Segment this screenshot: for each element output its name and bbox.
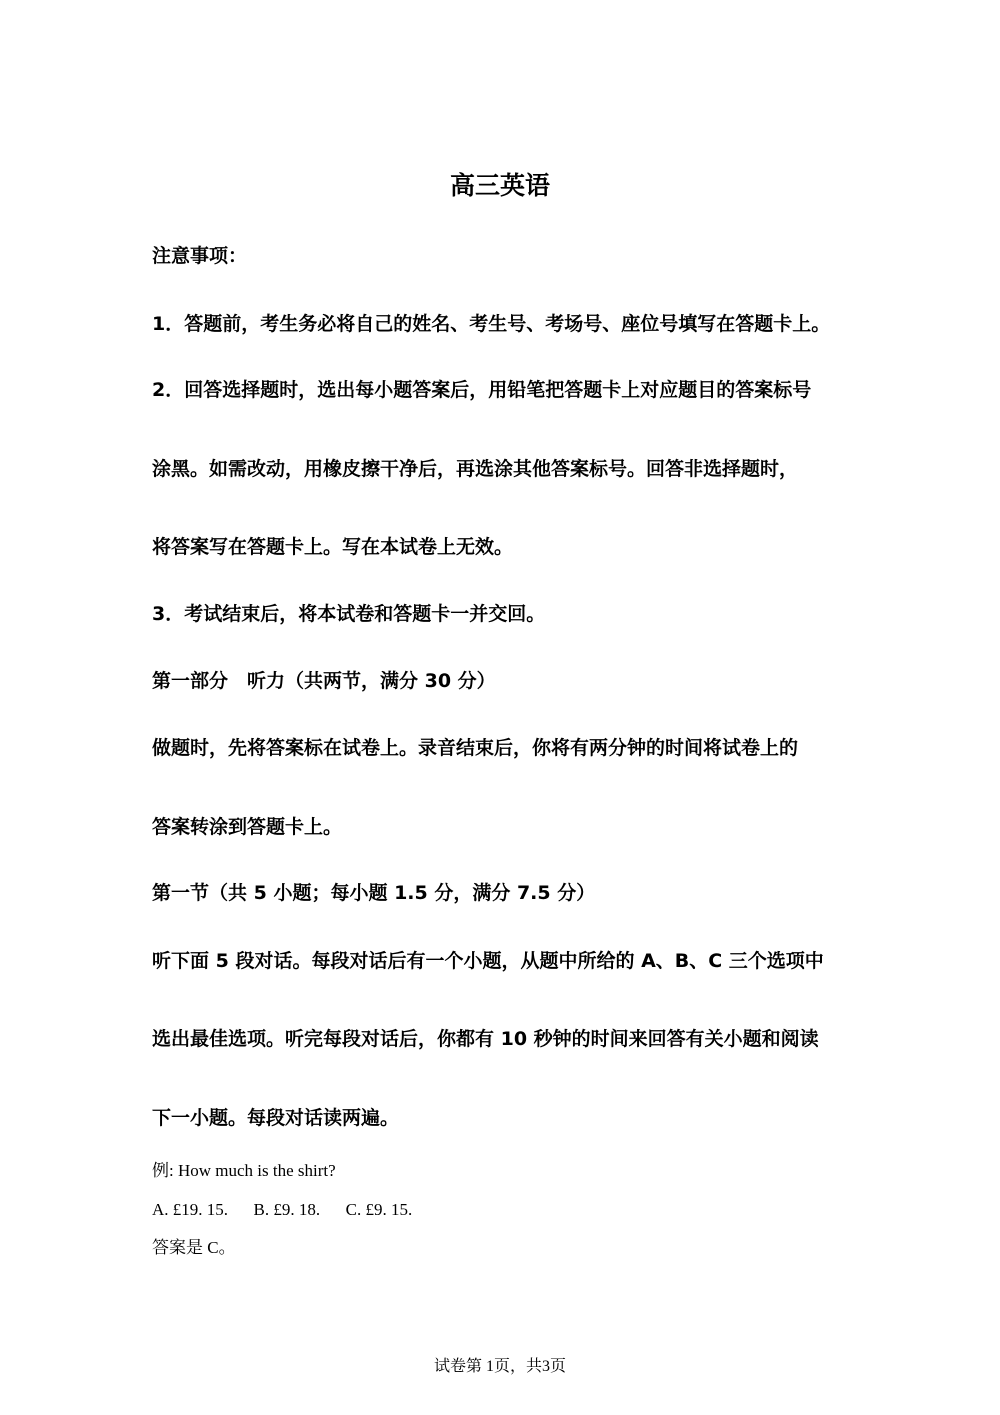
section1-instruction-line-2: 选出最佳选项。听完每段对话后，你都有 10 秒钟的时间来回答有关小题和阅读: [152, 1028, 819, 1050]
notice-heading: 注意事项：: [152, 245, 248, 267]
notice-item-2-line-3: 将答案写在答题卡上。写在本试卷上无效。: [152, 536, 514, 558]
part1-instruction-line-2: 答案转涂到答题卡上。: [152, 816, 343, 838]
page-footer: 试卷第 1页，共3页: [433, 1358, 566, 1375]
section1-heading: 第一节（共 5 小题；每小题 1.5 分，满分 7.5 分）: [152, 882, 596, 904]
notice-item-1: 1．答题前，考生务必将自己的姓名、考生号、考场号、座位号填写在答题卡上。: [152, 313, 831, 335]
section1-instruction-line-3: 下一小题。每段对话读两遍。: [152, 1107, 400, 1129]
part1-heading: 第一部分 听力（共两节，满分 30 分）: [152, 670, 496, 692]
notice-item-2-line-1: 2．回答选择题时，选出每小题答案后，用铅笔把答题卡上对应题目的答案标号: [152, 379, 812, 401]
notice-item-3: 3．考试结束后，将本试卷和答题卡一并交回。: [152, 603, 546, 625]
example-question: 例: How much is the shirt?: [152, 1161, 336, 1180]
section1-instruction-line-1: 听下面 5 段对话。每段对话后有一个小题，从题中所给的 A、B、C 三个选项中: [152, 950, 824, 972]
example-answer: 答案是 C。: [152, 1238, 236, 1257]
example-options: A. £19. 15. B. £9. 18. C. £9. 15.: [152, 1200, 413, 1219]
page-title: 高三英语: [449, 171, 550, 200]
notice-item-2-line-2: 涂黑。如需改动，用橡皮擦干净后，再选涂其他答案标号。回答非选择题时，: [152, 458, 799, 480]
part1-instruction-line-1: 做题时，先将答案标在试卷上。录音结束后，你将有两分钟的时间将试卷上的: [152, 737, 799, 759]
